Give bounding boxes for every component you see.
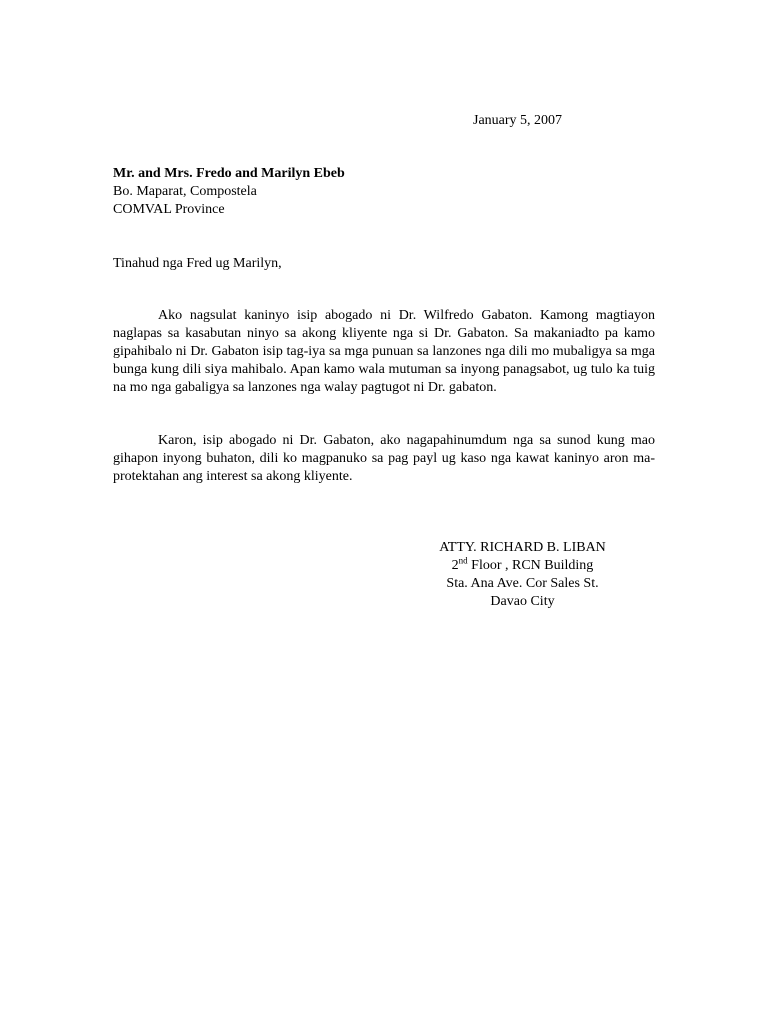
- signatory-name: ATTY. RICHARD B. LIBAN: [439, 540, 606, 555]
- signatory-floor: [400, 557, 645, 575]
- floor-suffix: nd: [458, 555, 468, 566]
- signatory-street: Sta. Ana Ave. Cor Sales St.: [446, 576, 599, 591]
- signatory-city: Davao City: [490, 594, 555, 609]
- body-paragraph-1: Ako nagsulat kaninyo isip abogado ni Dr. Wilfredo Gabaton. Kamong magtiayon naglapas sa kasabutan ninyo sa akong kliyente nga si Dr. Gabaton. Sa makaniadto pa kamo gipahibalo ni Dr. Gabaton isip tag-iya sa mga punuan sa lanzones nga dili mo mubaligya sa mga bunga kung dili siya mahibalo. Apan kamo wala mutuman sa inyong panagsabot, ug tulo ka tuig na mo nga gabaligya sa lanzones nga walay pagtugot ni Dr. gabaton.: [113, 308, 655, 395]
- floor-number: 2: [451, 558, 459, 573]
- recipient-address-line2: COMVAL Province: [113, 202, 225, 217]
- letter-date: January 5, 2007: [473, 113, 563, 128]
- signature-block: [400, 539, 645, 611]
- floor-building: Floor , RCN Building: [467, 558, 594, 573]
- recipient-name: Mr. and Mrs. Fredo and Marilyn Ebeb: [113, 166, 345, 181]
- salutation: Tinahud nga Fred ug Marilyn,: [113, 256, 282, 271]
- recipient-address-line1: Bo. Maparat, Compostela: [113, 184, 257, 199]
- body-paragraph-2: Karon, isip abogado ni Dr. Gabaton, ako nagapahinumdum nga sa sunod kung mao gihapon inyong buhaton, dili ko magpanuko sa pag payl ug kaso nga kawat kaninyo aron ma-protektahan ang interest sa akong kliyente.: [113, 433, 655, 484]
- recipient-block: [113, 165, 513, 219]
